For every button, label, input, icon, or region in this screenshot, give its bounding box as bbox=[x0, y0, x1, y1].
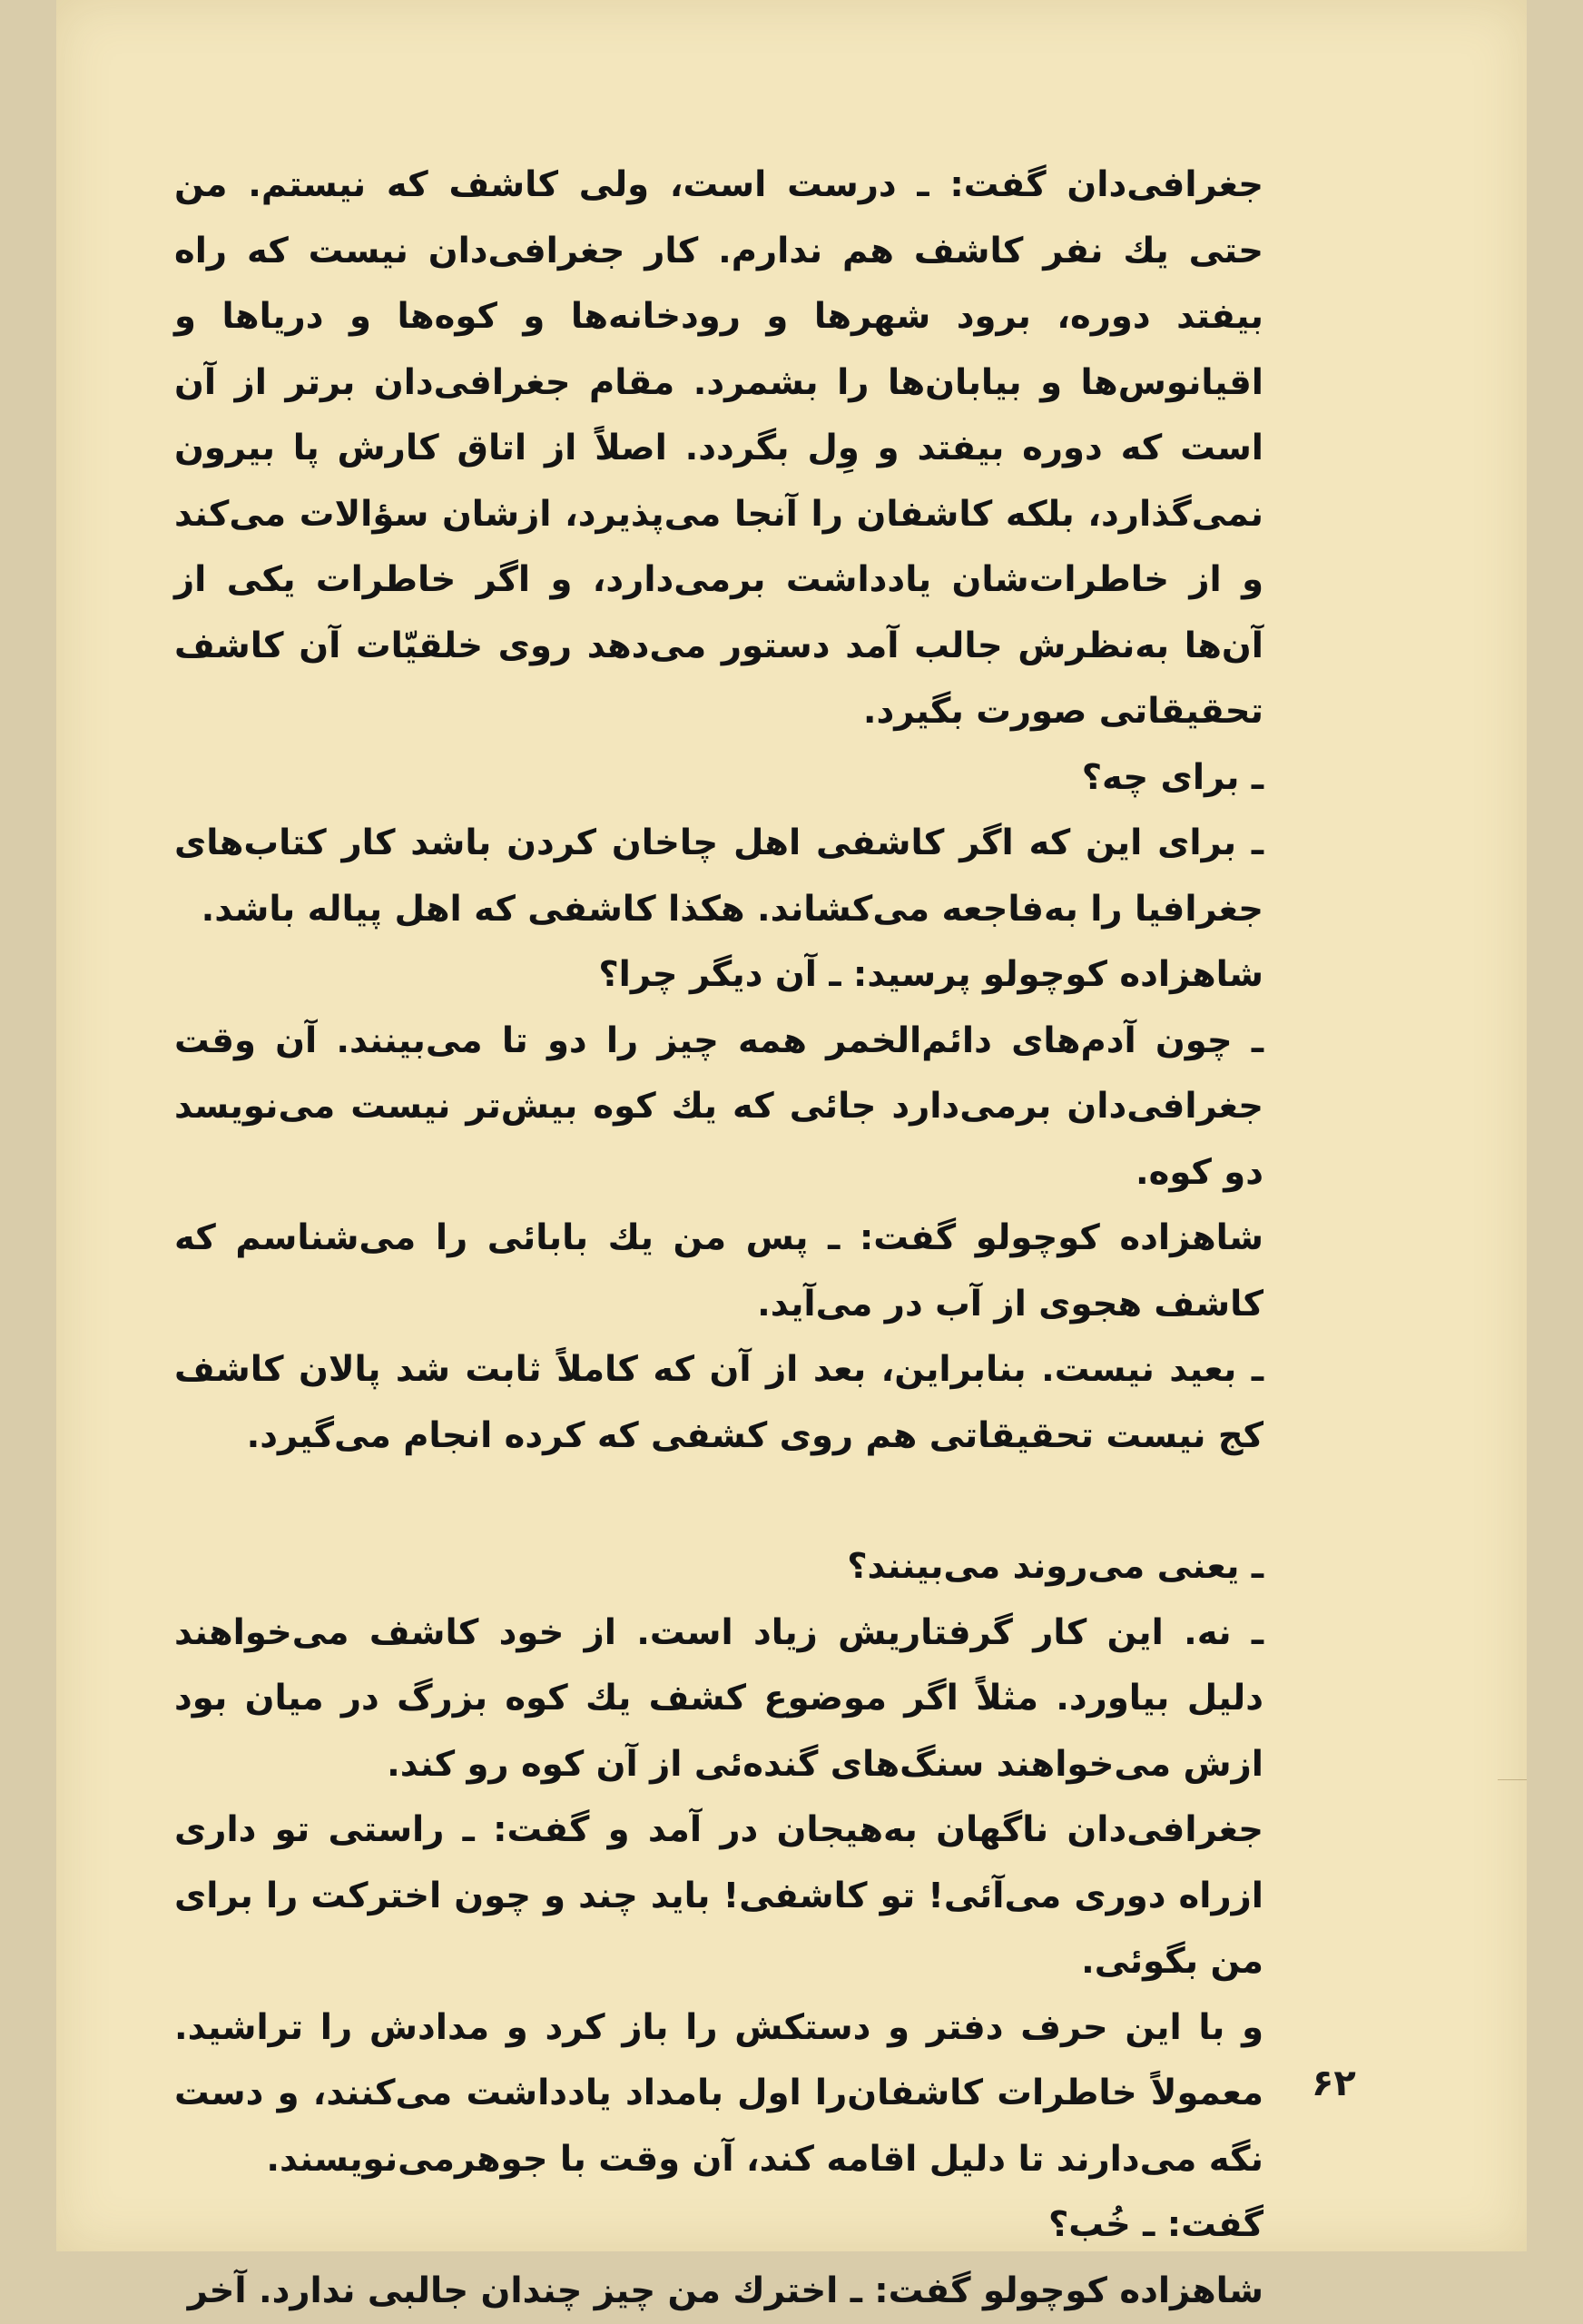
paragraph: شاهزاده کوچولو گفت: ـ پس من یك بابائی را می‌شناسم که کاشف هجوی از آب در می‌آید. bbox=[174, 1206, 1263, 1337]
paragraph: ـ برای چه؟ bbox=[174, 745, 1263, 812]
paragraph: جغرافی‌دان گفت: ـ درست است، ولی کاشف که نیستم. من حتی یك نفر کاشف هم ندارم. کار جغرافی‌دان نیست که راه بیفتد دوره، برود شهرها و رودخانه‌ها و کوه‌ها و دریاها و اقیانوس‌ها و بیابان‌ها را بشمرد. مقام جغرافی‌دان برتر از آن است که دوره بیفتد و وِل بگردد. اصلاً از اتاق کارش پا بیرون نمی‌گذارد، بلکه کاشفان را آنجا می‌پذیرد، ازشان سؤالات می‌کند و از خاطرات‌شان یادداشت برمی‌دارد، و اگر خاطرات یکی از آن‌ها به‌نظرش جالب آمد دستور می‌دهد روی خلقیّات آن کاشف تحقیقاتی صورت بگیرد. bbox=[174, 153, 1263, 745]
paragraph: و با این حرف دفتر و دستکش را باز کرد و مدادش را تراشید. معمولاً خاطرات کاشفان‌را اول بامداد یادداشت می‌کنند، و دست نگه می‌دارند تا دلیل اقامه کند، آن وقت با جوهرمی‌نویسند. bbox=[174, 1995, 1263, 2193]
paragraph: ـ چون آدم‌های دائم‌الخمر همه چیز را دو تا می‌بینند. آن وقت جغرافی‌دان برمی‌دارد جائی که یك کوه بیش‌تر نیست می‌نویسد دو کوه. bbox=[174, 1009, 1263, 1206]
paragraph: شاهزاده کوچولو پرسید: ـ آن دیگر چرا؟ bbox=[174, 942, 1263, 1009]
page-number: ۶۲ bbox=[1312, 2063, 1356, 2104]
book-page bbox=[56, 0, 1527, 2251]
paragraph: گفت: ـ خُب؟ bbox=[174, 2192, 1263, 2259]
page-fold-crease bbox=[1498, 1779, 1527, 1780]
paragraph: ـ یعنی می‌روند می‌بینند؟ bbox=[174, 1534, 1263, 1600]
paragraph: ـ برای این که اگر کاشفی اهل چاخان کردن باشد کار کتاب‌های جغرافیا را به‌فاجعه می‌کشاند. هکذا کاشفی که اهل پیاله باشد. bbox=[174, 811, 1263, 942]
paragraph: شاهزاده کوچولو گفت: ـ اخترك من چیز چندان جالبی ندارد. آخر bbox=[174, 2259, 1263, 2324]
paragraph: جغرافی‌دان ناگهان به‌هیجان در آمد و گفت: ـ راستی تو داری ازراه دوری می‌آئی! تو کاشفی! باید چند و چون اخترکت را برای من بگوئی. bbox=[174, 1797, 1263, 1995]
page-body-text bbox=[174, 153, 1263, 2324]
paragraph: ـ بعید نیست. بنابراین، بعد از آن که کاملاً ثابت شد پالان کاشف کج نیست تحقیقاتی هم روی کشفی که کرده انجام می‌گیرد. bbox=[174, 1337, 1263, 1469]
paragraph: ـ نه. این کار گرفتاریش زیاد است. از خود کاشف می‌خواهند دلیل بیاورد. مثلاً اگر موضوع کشف یك کوه بزرگ در میان بود ازش می‌خواهند سنگ‌های گنده‌ئی از آن کوه رو کند. bbox=[174, 1600, 1263, 1798]
